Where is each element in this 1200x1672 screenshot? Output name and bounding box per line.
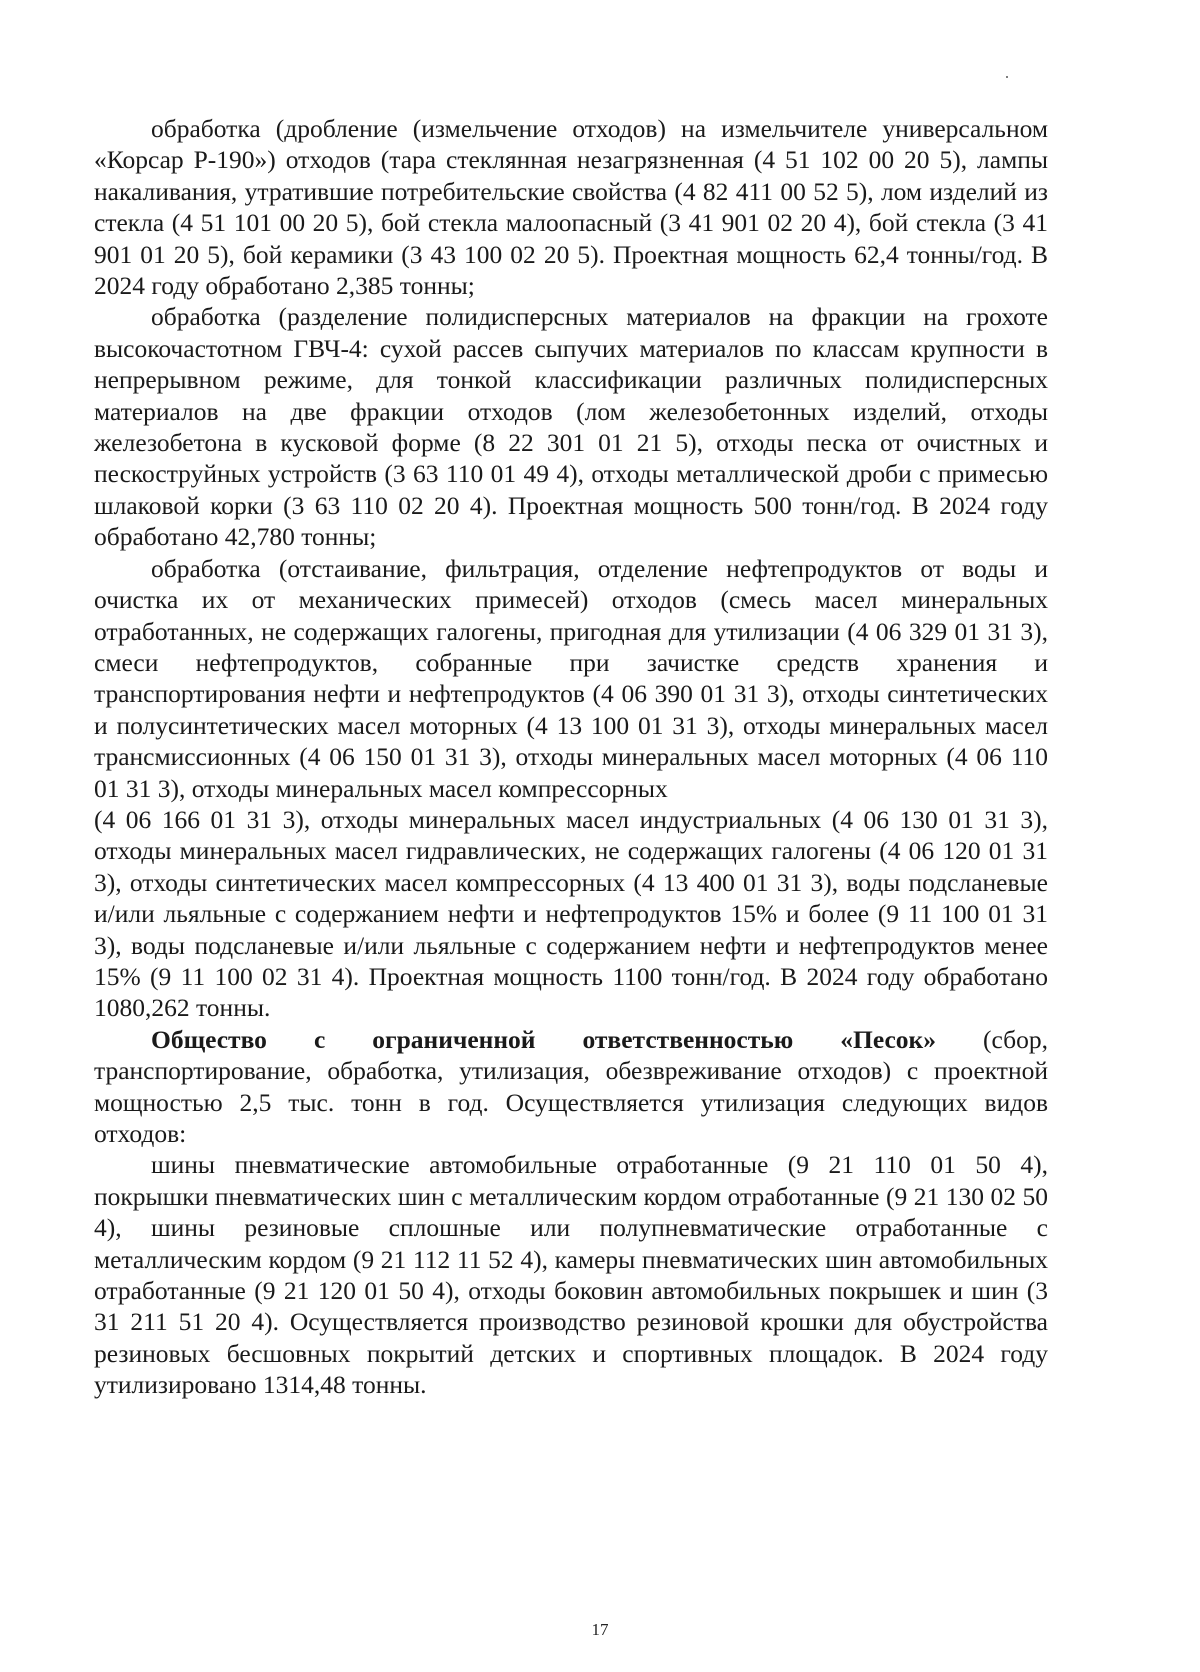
company-description: (сбор, транспортирование, обработка, утилизация, обезвреживание отходов) с проектной мощностью 2,5 тыс. тонн в год. Осуществляется утилизация следующих видов отходов: bbox=[94, 1024, 1048, 1148]
paragraph-screening: обработка (разделение полидисперсных материалов на фракции на грохоте высокочастотном ГВЧ-4: сухой рассев сыпучих материалов по классам крупности в непрерывном режиме, для тонкой классификации различных полидисперсных материалов на две фракции отходов (лом железобетонных изделий, отходы железобетона в кусковой форме (8 22 301 01 21 5), отходы песка от очистных и пескоструйных устройств (3 63 110 01 49 4), отходы металлической дроби с примесью шлаковой корки (3 63 110 02 20 4). Проектная мощность 500 тонн/год. В 2024 году обработано 42,780 тонны; bbox=[94, 302, 1048, 552]
paragraph-oil-treatment-continued: (4 06 166 01 31 3), отходы минеральных масел индустриальных (4 06 130 01 31 3), отходы минеральных масел гидравлических, не содержащих галогены (4 06 120 01 31 3), отходы синтетических масел компрессорных (4 13 400 01 31 3), воды подсланевые и/или льяльные с содержанием нефти и нефтепродуктов 15% и более (9 11 100 01 31 3), воды подсланевые и/или льяльные с содержанием нефти и нефтепродуктов менее 15% (9 11 100 02 31 4). Проектная мощность 1100 тонн/год. В 2024 году обработано 1080,262 тонны. bbox=[94, 804, 1048, 1023]
paragraph-company-pesok bbox=[94, 1024, 1048, 1150]
paragraph-tires: шины пневматические автомобильные отработанные (9 21 110 01 50 4), покрышки пневматических шин с металлическим кордом отработанные (9 21 130 02 50 4), шины резиновые сплошные или полупневматические отработанные с металлическим кордом (9 21 112 11 52 4), камеры пневматических шин автомобильных отработанные (9 21 120 01 50 4), отходы боковин автомобильных покрышек и шин (3 31 211 51 20 4). Осуществляется производство резиновой крошки для обустройства резиновых бесшовных покрытий детских и спортивных площадок. В 2024 году утилизировано 1314,48 тонны. bbox=[94, 1150, 1048, 1400]
paragraph-glass-crushing: обработка (дробление (измельчение отходов) на измельчителе универсальном «Корсар Р-190») отходов (тара стеклянная незагрязненная (4 51 102 00 20 5), лампы накаливания, утратившие потребительские свойства (4 82 411 00 52 5), лом изделий из стекла (4 51 101 00 20 5), бой стекла малоопасный (3 41 901 02 20 4), бой стекла (3 41 901 01 20 5), бой керамики (3 43 100 02 20 5). Проектная мощность 62,4 тонны/год. В 2024 году обработано 2,385 тонны; bbox=[94, 114, 1048, 301]
page-body bbox=[94, 113, 1048, 1401]
company-name: Общество с ограниченной ответственностью «Песок» bbox=[151, 1024, 936, 1054]
scan-speck bbox=[1006, 76, 1008, 78]
page-number: 17 bbox=[591, 1620, 609, 1639]
paragraph-oil-treatment: обработка (отстаивание, фильтрация, отделение нефтепродуктов от воды и очистка их от механических примесей) отходов (смесь масел минеральных отработанных, не содержащих галогены, пригодная для утилизации (4 06 329 01 31 3), смеси нефтепродуктов, собранные при зачистке средств хранения и транспортирования нефти и нефтепродуктов (4 06 390 01 31 3), отходы синтетических и полусинтетических масел моторных (4 13 100 01 31 3), отходы минеральных масел трансмиссионных (4 06 150 01 31 3), отходы минеральных масел моторных (4 06 110 01 31 3), отходы минеральных масел компрессорных bbox=[94, 553, 1048, 803]
